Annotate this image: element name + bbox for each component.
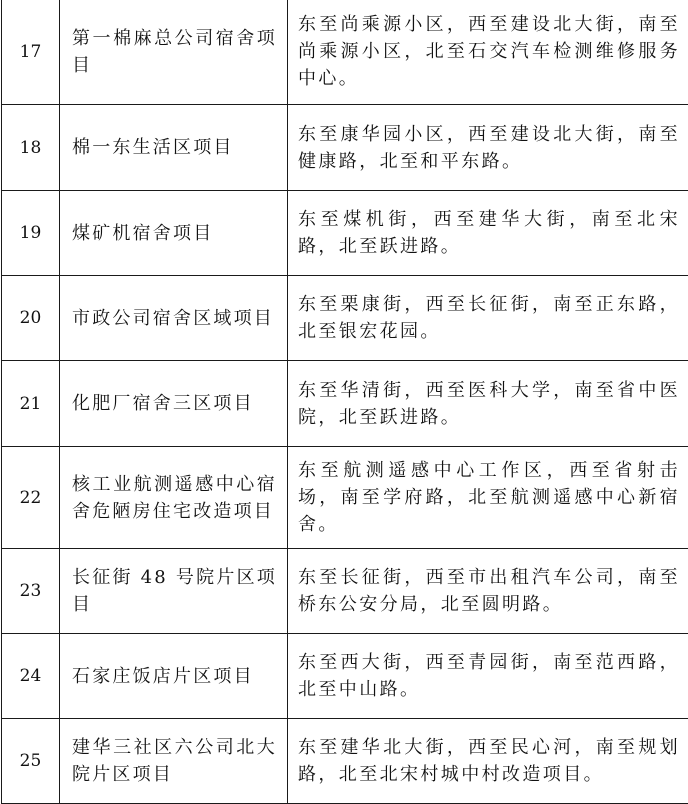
project-name: 棉一东生活区项目 xyxy=(60,105,288,191)
project-name: 化肥厂宿舍三区项目 xyxy=(60,361,288,447)
project-scope: 东至尚乘源小区，西至建设北大街，南至尚乘源小区，北至石交汽车检测维修服务中心。 xyxy=(288,0,688,105)
project-scope: 东至栗康街，西至长征街，南至正东路，北至银宏花园。 xyxy=(288,276,688,361)
project-name: 煤矿机宿舍项目 xyxy=(60,191,288,276)
project-scope: 东至康华园小区，西至建设北大街，南至健康路，北至和平东路。 xyxy=(288,105,688,191)
project-scope: 东至西大街，西至青园街，南至范西路，北至中山路。 xyxy=(288,634,688,719)
project-name: 第一棉麻总公司宿舍项目 xyxy=(60,0,288,105)
project-scope: 东至长征街，西至市出租汽车公司，南至桥东公安分局，北至圆明路。 xyxy=(288,549,688,634)
table-row xyxy=(2,549,688,634)
table-row xyxy=(2,361,688,447)
row-number: 18 xyxy=(2,105,60,191)
row-number: 22 xyxy=(2,447,60,549)
project-name: 建华三社区六公司北大院片区项目 xyxy=(60,719,288,804)
table-row xyxy=(2,191,688,276)
row-number: 17 xyxy=(2,0,60,105)
project-scope: 东至建华北大街，西至民心河，南至规划路，北至北宋村城中村改造项目。 xyxy=(288,719,688,804)
project-name: 石家庄饭店片区项目 xyxy=(60,634,288,719)
table-row xyxy=(2,447,688,549)
table-row xyxy=(2,719,688,804)
row-number: 24 xyxy=(2,634,60,719)
project-table xyxy=(1,0,688,804)
row-number: 20 xyxy=(2,276,60,361)
table-row xyxy=(2,0,688,105)
project-name: 市政公司宿舍区域项目 xyxy=(60,276,288,361)
table-row xyxy=(2,276,688,361)
project-name: 长征街 48 号院片区项目 xyxy=(60,549,288,634)
row-number: 23 xyxy=(2,549,60,634)
row-number: 25 xyxy=(2,719,60,804)
project-scope: 东至煤机街，西至建华大街，南至北宋路，北至跃进路。 xyxy=(288,191,688,276)
project-name: 核工业航测遥感中心宿舍危陋房住宅改造项目 xyxy=(60,447,288,549)
row-number: 21 xyxy=(2,361,60,447)
project-scope: 东至航测遥感中心工作区，西至省射击场，南至学府路，北至航测遥感中心新宿舍。 xyxy=(288,447,688,549)
table-row xyxy=(2,634,688,719)
row-number: 19 xyxy=(2,191,60,276)
table-row xyxy=(2,105,688,191)
project-scope: 东至华清街，西至医科大学，南至省中医院，北至跃进路。 xyxy=(288,361,688,447)
